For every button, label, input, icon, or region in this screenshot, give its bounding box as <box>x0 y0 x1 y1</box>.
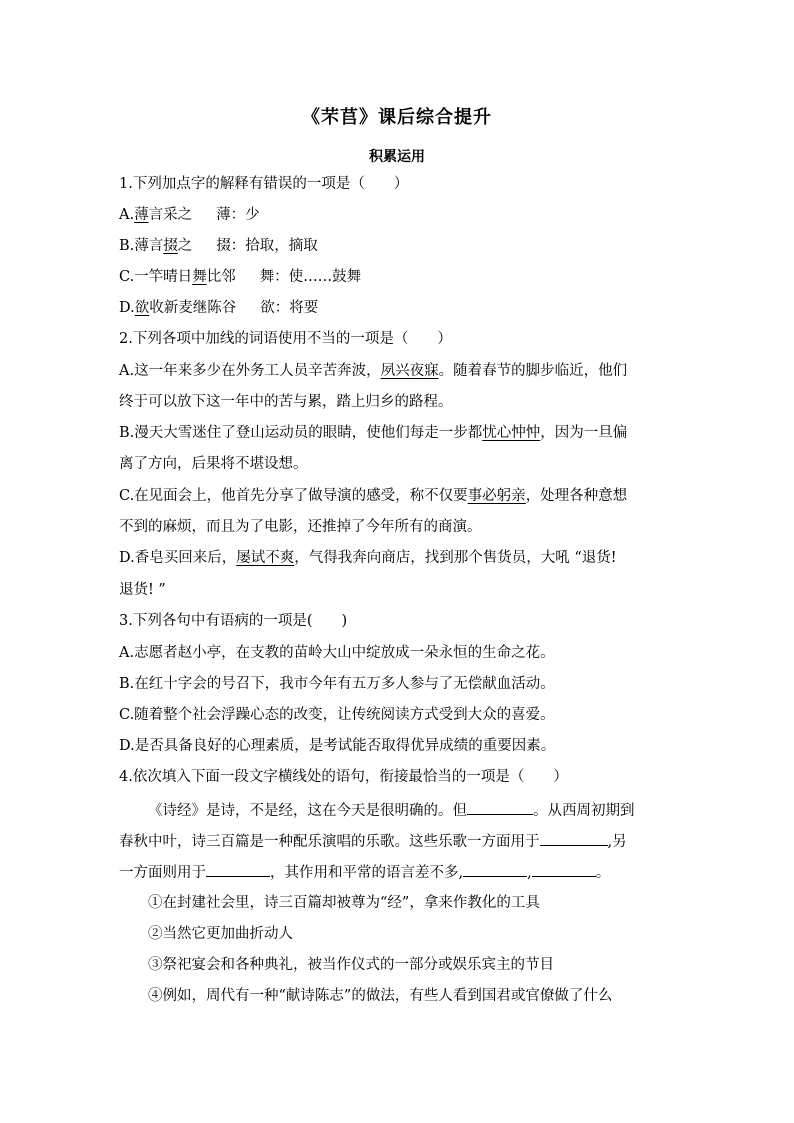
q1-option-b: B.薄言掇之 掇：拾取，摘取 <box>119 238 318 254</box>
dotted-char: 舞 <box>192 269 207 285</box>
underlined-phrase: 屡试不爽 <box>236 550 295 566</box>
q2-option-b-line1: B.漫天大雪迷住了登山运动员的眼睛，使他们每走一步都忧心忡忡，因为一旦偏 <box>119 425 628 441</box>
fill-blank-5 <box>532 861 596 877</box>
q1-stem: 1.下列加点字的解释有错误的一项是（ ） <box>119 176 409 192</box>
page-title: 《芣苢》课后综合提升 <box>302 107 492 128</box>
underlined-phrase: 夙兴夜寐 <box>380 363 439 379</box>
q4-item-4: ④例如，周代有一种“献诗陈志”的做法，有些人看到国君或官僚做了什么 <box>148 988 613 1004</box>
q2-stem: 2.下列各项中加线的词语使用不当的一项是（ ） <box>119 331 452 347</box>
q4-passage-line1: 《诗经》是诗，不是经，这在今天是很明确的。但 。从西周初期到 <box>148 799 635 821</box>
dotted-char: 掇 <box>163 238 178 254</box>
q2-option-a-line2: 终于可以放下这一年中的苦与累，踏上归乡的路程。 <box>119 394 453 410</box>
dotted-char: 欲 <box>134 300 150 316</box>
q2-option-c-line1: C.在见面会上，他首先分享了做导演的感受，称不仅要事必躬亲，处理各种意想 <box>119 488 628 504</box>
fill-blank-4 <box>463 861 527 877</box>
q2-option-b-line2: 离了方向，后果将不堪设想。 <box>119 456 308 472</box>
q4-item-2: ②当然它更加曲折动人 <box>148 926 293 942</box>
q3-stem: 3.下列各句中有语病的一项是( ) <box>119 613 348 629</box>
q2-option-c-line2: 不到的麻烦，而且为了电影，还推掉了今年所有的商演。 <box>119 519 482 535</box>
fill-blank-2 <box>540 830 608 846</box>
dotted-char: 薄 <box>134 207 149 223</box>
fill-blank-3 <box>206 861 270 877</box>
q3-option-d: D.是否具备良好的心理素质，是考试能否取得优异成绩的重要因素。 <box>119 738 556 754</box>
q1-option-d: D.欲收新麦继陈谷 欲：将要 <box>119 300 319 316</box>
q4-item-3: ③祭祀宴会和各种典礼，被当作仪式的一部分或娱乐宾主的节目 <box>148 957 554 973</box>
q2-option-d-line1: D.香皂买回来后，屡试不爽，气得我奔向商店，找到那个售货员，大吼 “退货! <box>119 550 617 566</box>
underlined-phrase: 忧心忡忡 <box>482 425 541 441</box>
q4-passage-line3: 一方面则用于 ，其作用和平常的语言差不多, , 。 <box>119 861 610 883</box>
q3-option-a: A.志愿者赵小亭，在支教的苗岭大山中绽放成一朵永恒的生命之花。 <box>119 645 555 661</box>
q3-option-b: B.在红十字会的号召下，我市今年有五万多人参与了无偿献血活动。 <box>119 676 555 692</box>
q2-option-a-line1: A.这一年来多少在外务工人员辛苦奔波，夙兴夜寐。随着春节的脚步临近，他们 <box>119 363 628 379</box>
q1-option-a: A.薄言采之 薄：少 <box>119 207 260 223</box>
q4-passage-line2: 春秋中叶，诗三百篇是一种配乐演唱的乐歌。这些乐歌一方面用于 ,另 <box>119 830 627 852</box>
fill-blank-1 <box>467 799 533 815</box>
underlined-phrase: 事必躬亲 <box>467 488 526 504</box>
q1-option-c: C.一竿晴日舞比邻 舞：使……鼓舞 <box>119 269 362 285</box>
q4-stem: 4.依次填入下面一段文字横线处的语句，衔接最恰当的一项是（ ） <box>119 769 568 785</box>
q2-option-d-line2: 退货! ” <box>119 582 166 598</box>
q3-option-c: C.随着整个社会浮躁心态的改变，让传统阅读方式受到大众的喜爱。 <box>119 707 555 723</box>
q4-item-1: ①在封建社会里，诗三百篇却被尊为“经”，拿来作教化的工具 <box>148 895 540 911</box>
section-heading: 积累运用 <box>369 149 425 165</box>
